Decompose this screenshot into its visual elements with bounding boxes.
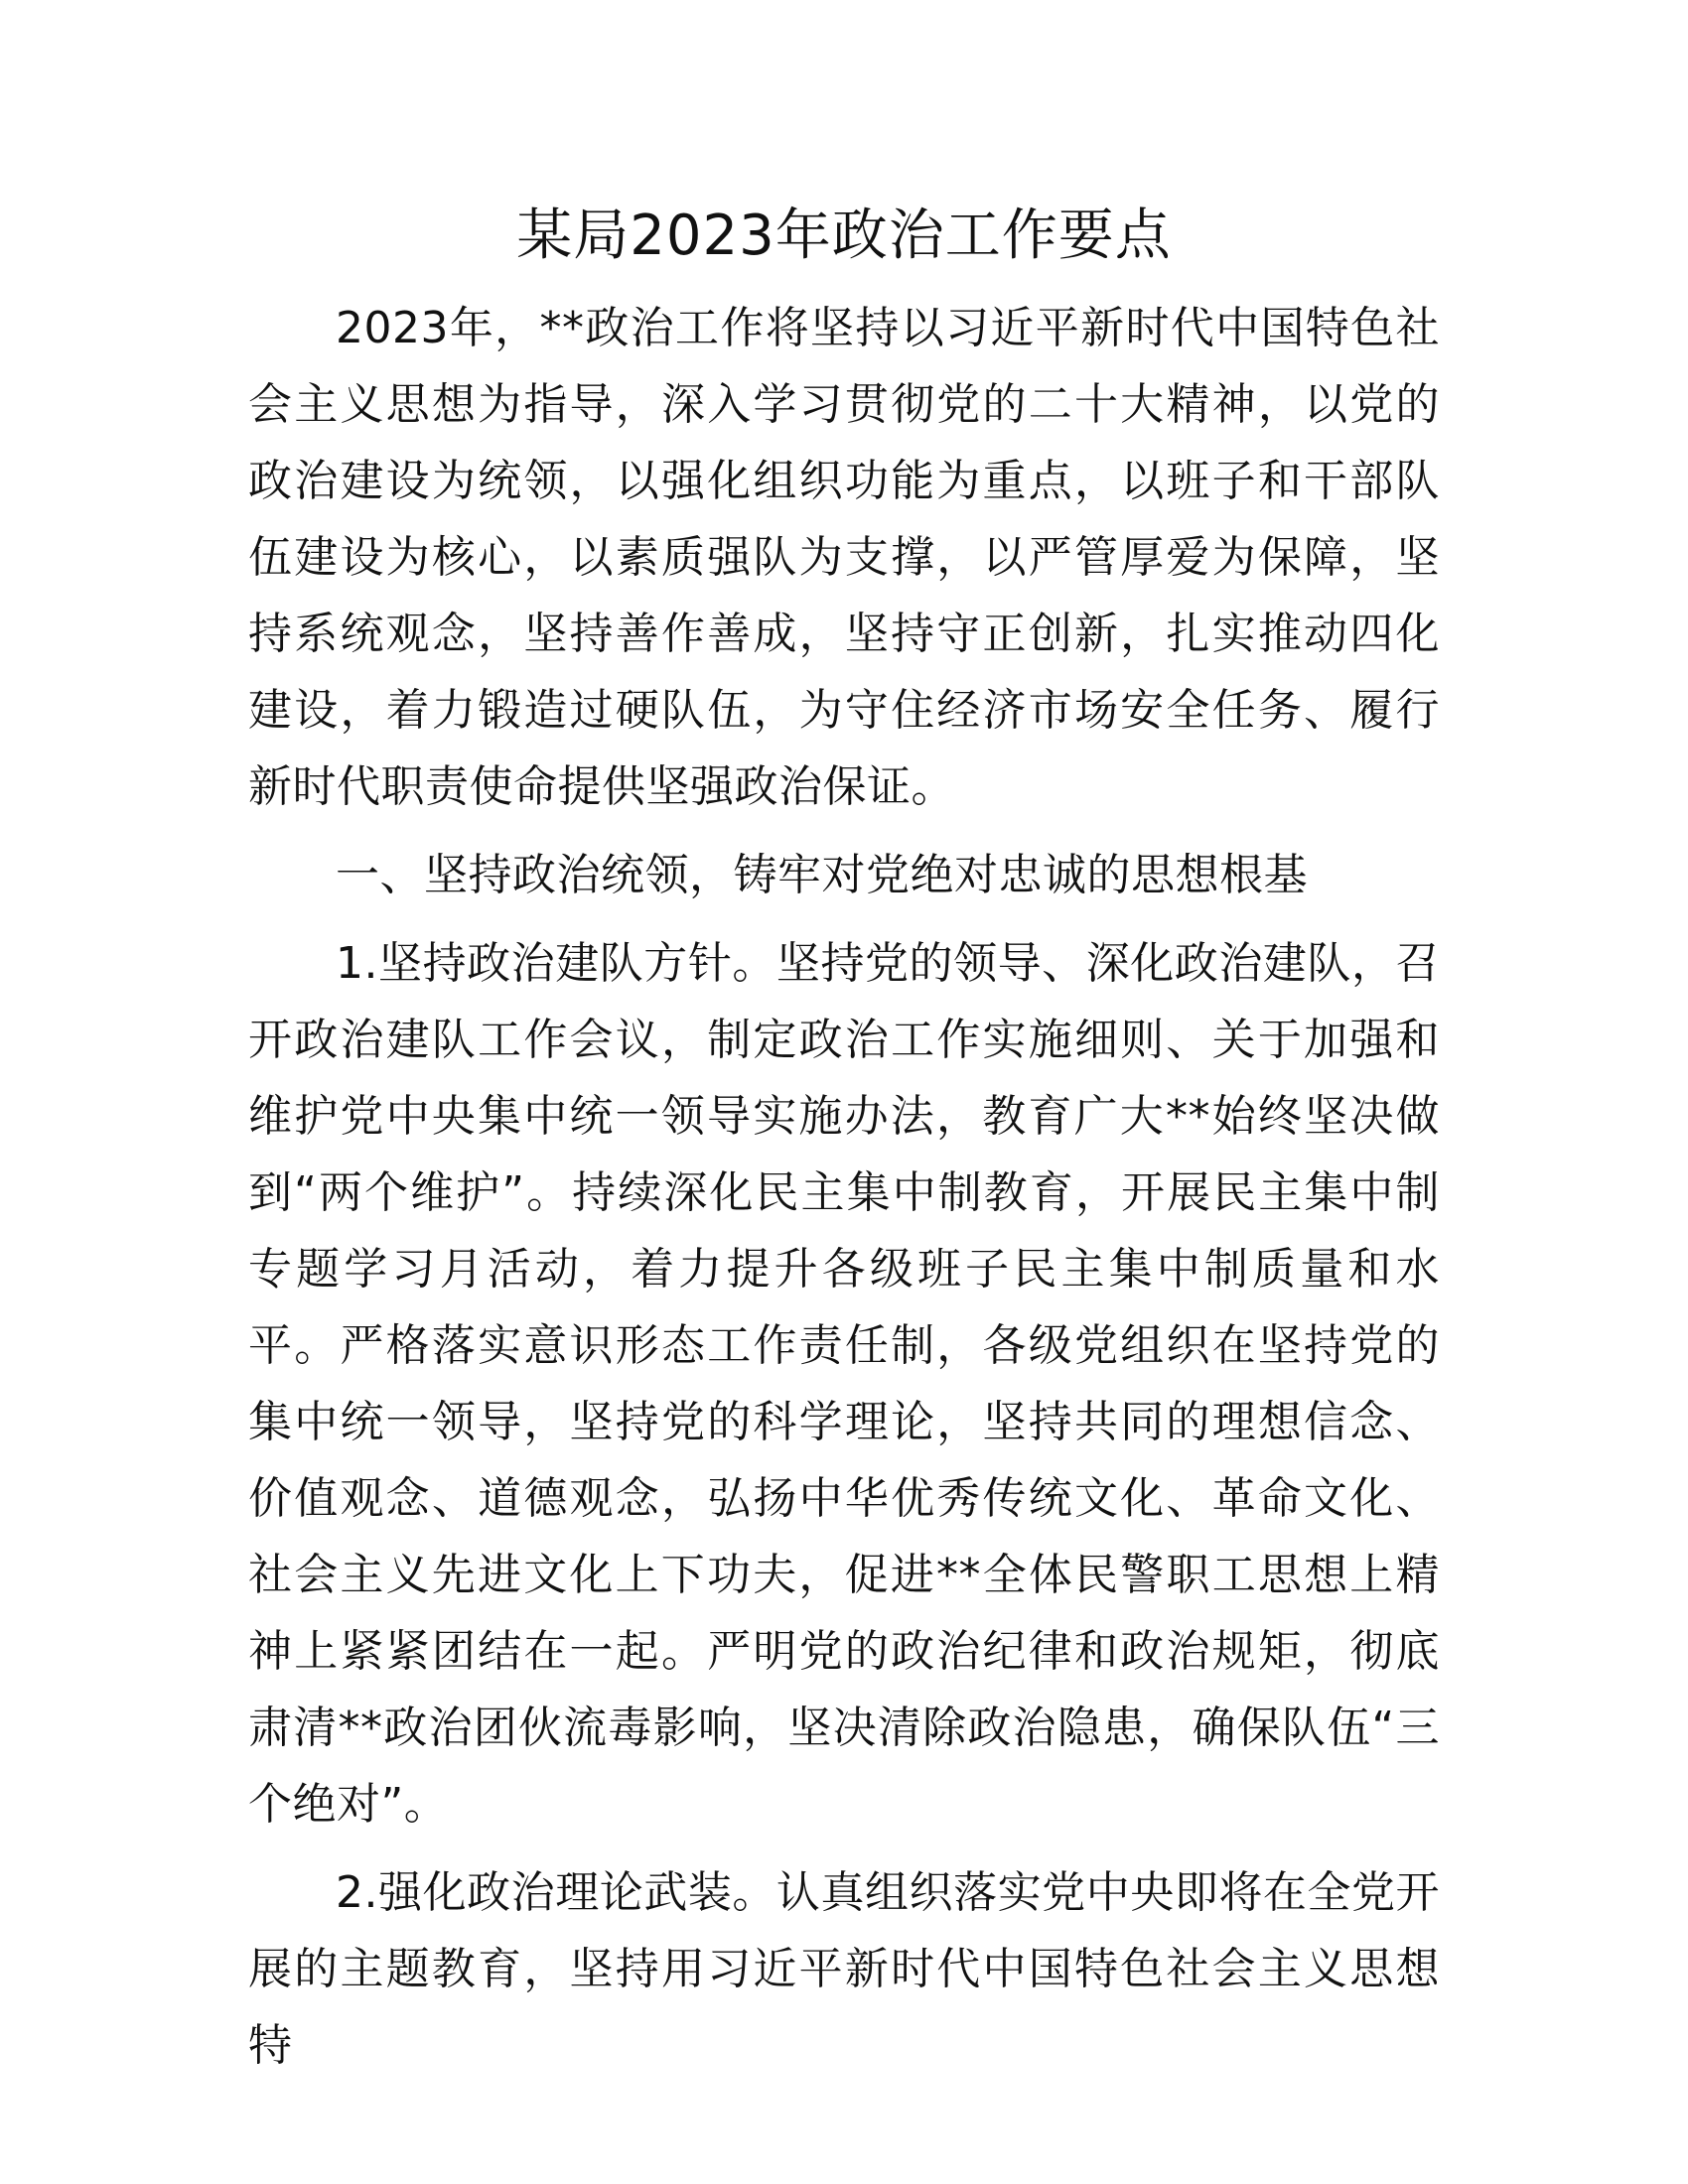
item-paragraph-2: 2.强化政治理论武装。认真组织落实党中央即将在全党开展的主题教育，坚持用习近平新时代中国特色社会主义思想特 <box>248 1867 1440 2071</box>
intro-paragraph: 2023年，**政治工作将坚持以习近平新时代中国特色社会主义思想为指导，深入学习贯彻党的二十大精神，以党的政治建设为统领，以强化组织功能为重点，以班子和干部队伍建设为核心，以素质强队为支撑，以严管厚爱为保障，坚持系统观念，坚持善作善成，坚持守正创新，扎实推动四化建设，着力锻造过硬队伍，为守住经济市场安全任务、履行新时代职责使命提供坚强政治保证。 <box>248 303 1440 812</box>
document-title: 某局2023年政治工作要点 <box>516 204 1172 268</box>
item-paragraph-1: 1.坚持政治建队方针。坚持党的领导、深化政治建队，召开政治建队工作会议，制定政治工作实施细则、关于加强和维护党中央集中统一领导实施办法，教育广大**始终坚决做到“两个维护”。持续深化民主集中制教育，开展民主集中制专题学习月活动，着力提升各级班子民主集中制质量和水平。严格落实意识形态工作责任制，各级党组织在坚持党的集中统一领导，坚持党的科学理论，坚持共同的理想信念、价值观念、道德观念，弘扬中华优秀传统文化、革命文化、社会主义先进文化上下功夫，促进**全体民警职工思想上精神上紧紧团结在一起。严明党的政治纪律和政治规矩，彻底肃清**政治团伙流毒影响，坚决清除政治隐患，确保队伍“三个绝对”。 <box>248 938 1440 1830</box>
document-body <box>248 195 1440 2096</box>
section-heading-1: 一、坚持政治统领，铸牢对党绝对忠诚的思想根基 <box>336 850 1308 900</box>
